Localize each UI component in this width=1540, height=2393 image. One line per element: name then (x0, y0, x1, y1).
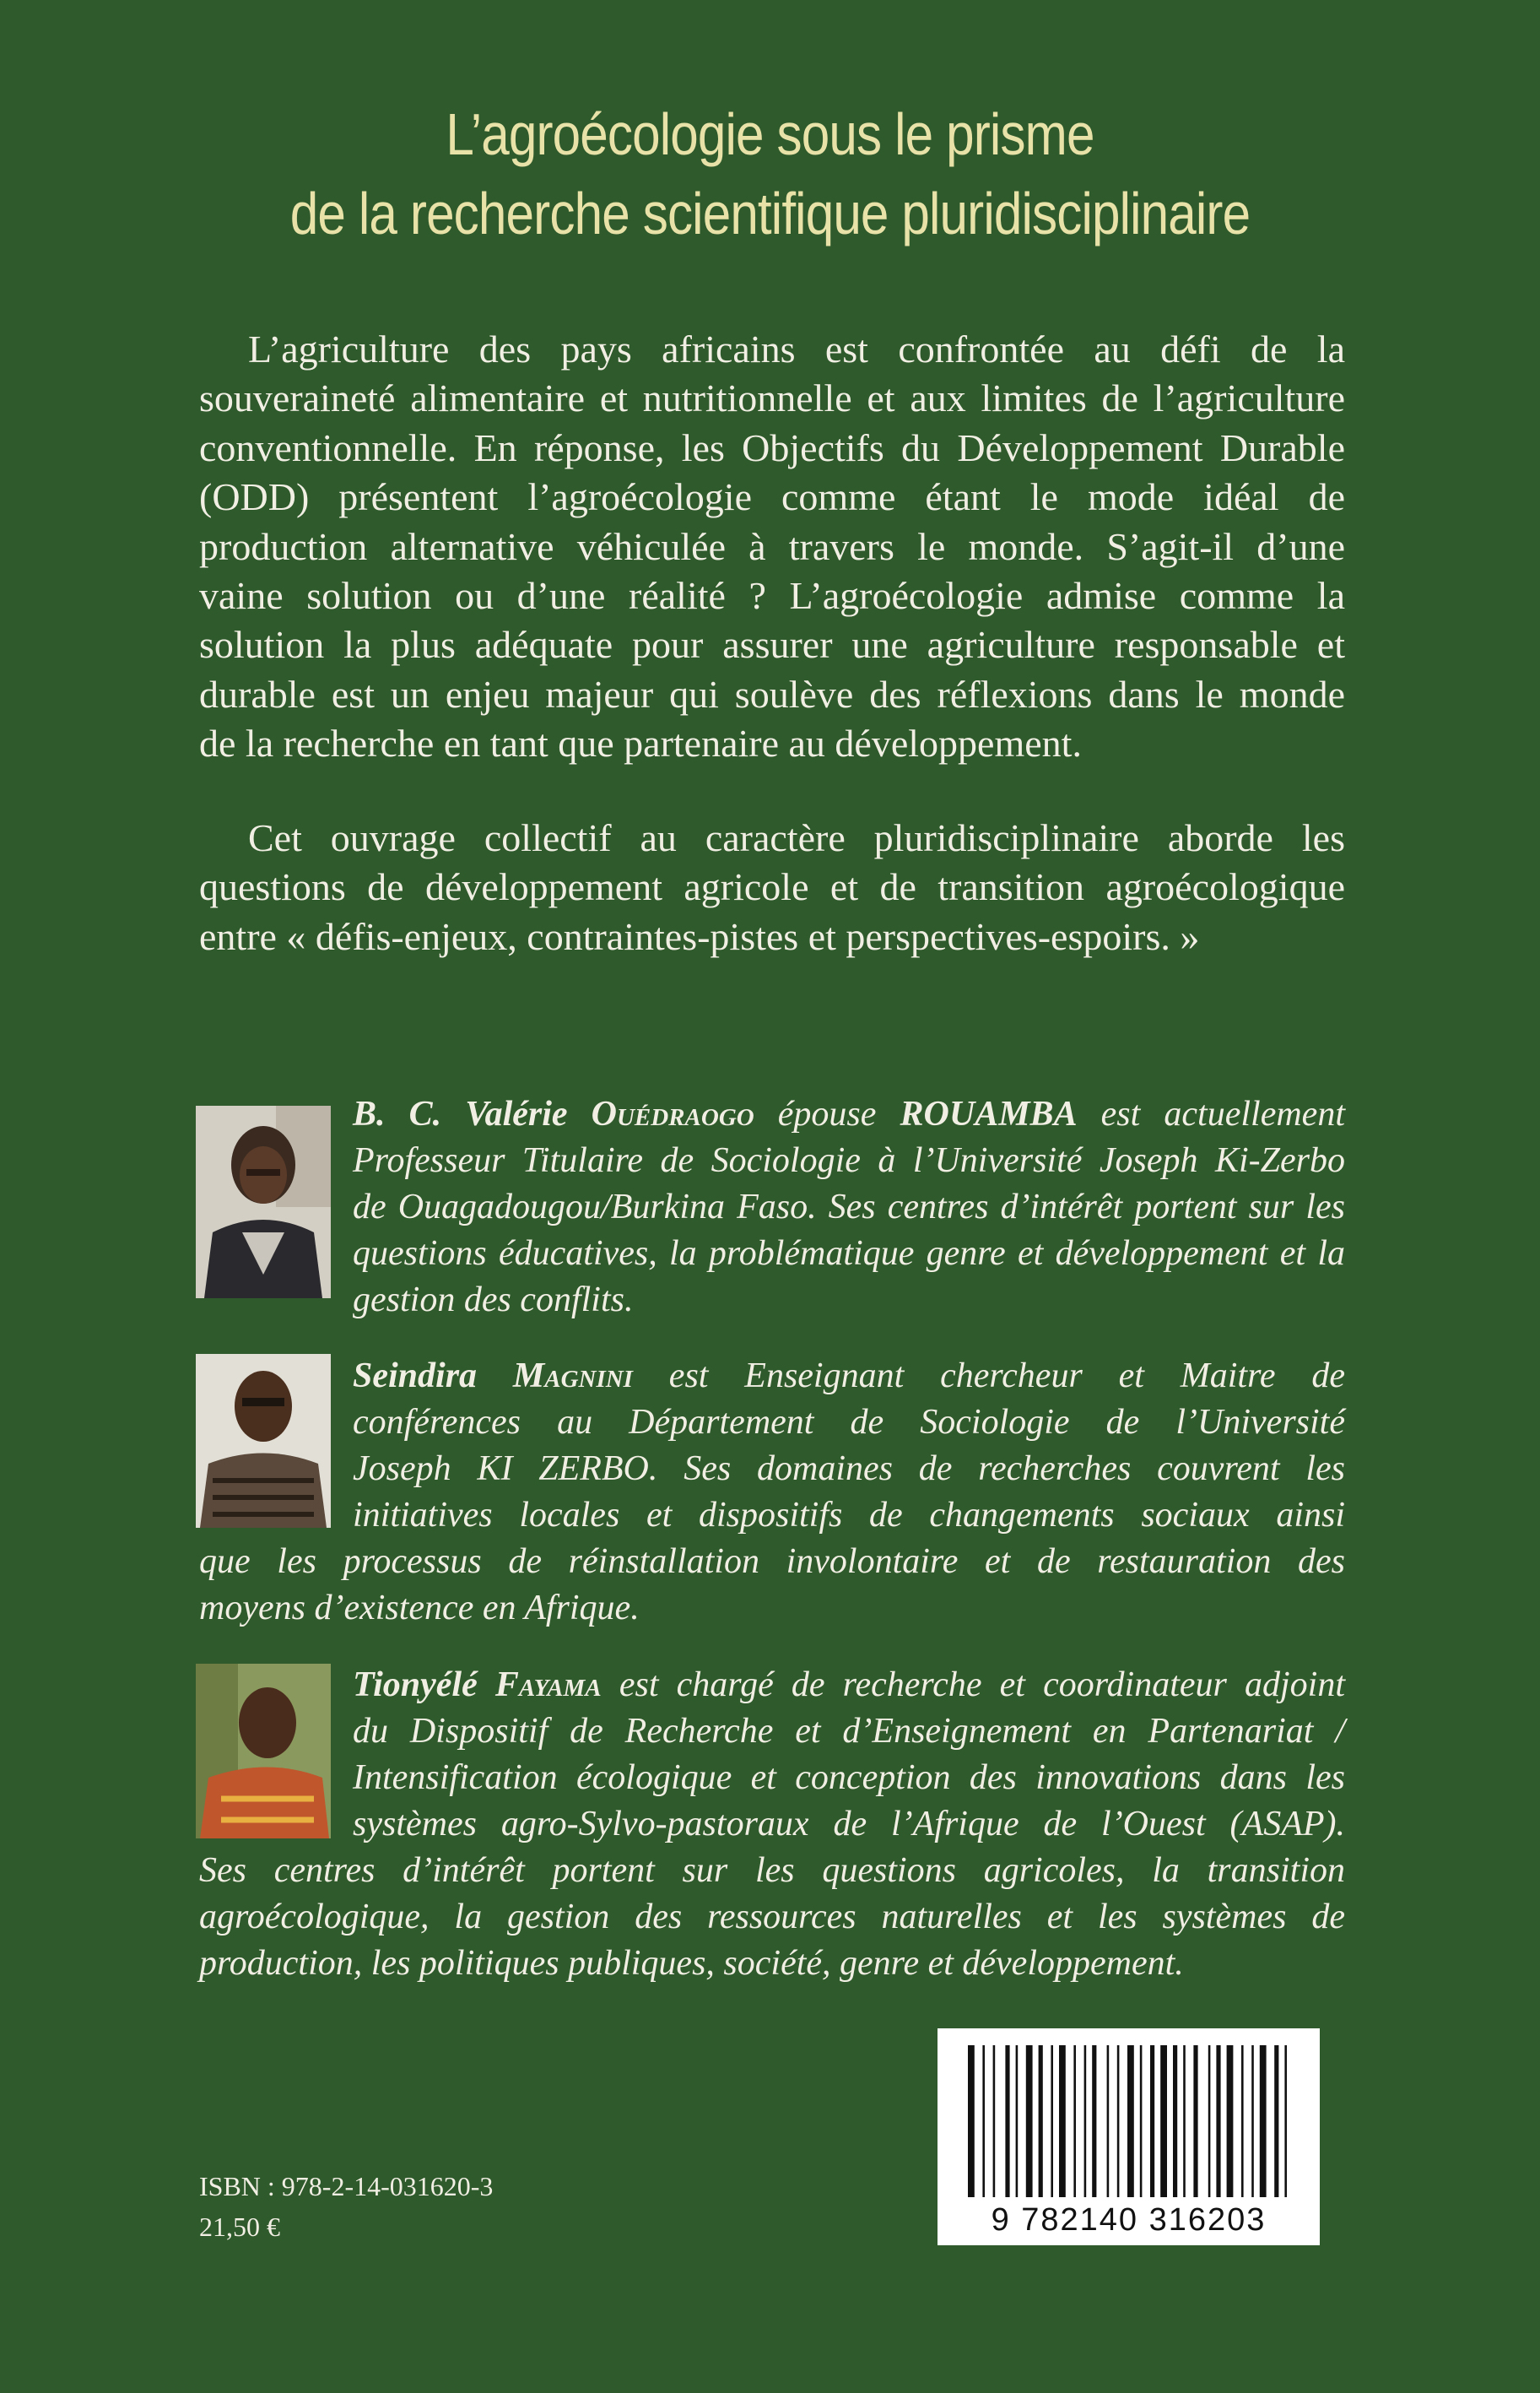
text-line: production, les politiques publiques, société, genre et développement. (199, 1944, 1184, 1983)
author-bio-magnini (199, 1353, 1345, 1632)
text-line: conférences au Département de Sociologie de l’Université (353, 1403, 1345, 1442)
text-line: que les processus de réinstallation involontaire et de restauration des (199, 1542, 1345, 1581)
isbn: ISBN : 978-2-14-031620-3 (199, 2171, 494, 2201)
text-line: gestion des conflits. (353, 1280, 634, 1319)
author-surname-2: ROUAMBA (900, 1095, 1078, 1134)
author-name: B. C. Valérie (353, 1095, 592, 1134)
price: 21,50 € (199, 2212, 280, 2242)
summary-paragraph-1 (199, 325, 1345, 769)
text-line: de Ouagadougou/Burkina Faso. Ses centres d’intérêt portent sur les (353, 1188, 1345, 1226)
barcode-bars (938, 2028, 1320, 2206)
author-bio-ouedraogo (199, 1091, 1345, 1324)
text-line (199, 1091, 1345, 1138)
text-fragment: est actuellement (1077, 1095, 1345, 1134)
text-line: agroécologique, la gestion des ressources naturelles et les systèmes de (199, 1898, 1345, 1936)
text-line: systèmes agro-Sylvo-pastoraux de l’Afrique de l’Ouest (ASAP). (353, 1805, 1345, 1843)
text-line: souveraineté alimentaire et nutritionnelle et aux limites de l’agriculture (199, 376, 1345, 420)
text-line: solution la plus adéquate pour assurer une agriculture responsable et (199, 623, 1345, 667)
barcode-digits: 9 782140 316203 (991, 2202, 1267, 2238)
author-bio-fayama (199, 1662, 1345, 1987)
title-line-1: L’agroécologie sous le prisme (446, 101, 1094, 167)
text-line: conventionnelle. En réponse, les Objectifs du Développement Durable (199, 425, 1345, 469)
author-name: Tionyélé (353, 1665, 495, 1704)
text-line: L’agriculture des pays africains est confrontée au défi de la (248, 328, 1345, 371)
text-line: Intensification écologique et conception des innovations dans les (353, 1758, 1345, 1797)
text-line: initiatives locales et dispositifs de changements sociaux ainsi (353, 1496, 1345, 1535)
text-line: Professeur Titulaire de Sociologie à l’Université Joseph Ki-Zerbo (353, 1141, 1345, 1180)
text-line (199, 1353, 1345, 1400)
text-line: entre « défis-enjeux, contraintes-pistes et perspectives-espoirs. » (199, 914, 1200, 958)
barcode (938, 2028, 1320, 2245)
author-surname: Magnini (512, 1356, 633, 1395)
text-line: Cet ouvrage collectif au caractère pluridisciplinaire aborde les (248, 816, 1345, 859)
isbn-price-block (199, 2166, 493, 2247)
text-fragment: épouse (754, 1095, 900, 1134)
text-line: questions de développement agricole et de transition agroécologique (199, 865, 1345, 909)
text-fragment: est Enseignant chercheur et Maitre de (632, 1356, 1345, 1395)
book-title (108, 95, 1433, 253)
text-line: questions éducatives, la problématique genre et développement et la (353, 1234, 1345, 1273)
text-line: production alternative véhiculée à travers le monde. S’agit-il d’une (199, 524, 1345, 568)
summary-paragraph-2 (199, 814, 1345, 961)
text-line: de la recherche en tant que partenaire au développement. (199, 722, 1082, 766)
text-line (199, 1662, 1345, 1708)
text-fragment: est chargé de recherche et coordinateur adjoint (601, 1665, 1346, 1704)
author-surname: Fayama (494, 1665, 602, 1704)
text-line: Ses centres d’intérêt portent sur les questions agricoles, la transition (199, 1851, 1345, 1890)
text-line: durable est un enjeu majeur qui soulève des réflexions dans le monde (199, 672, 1345, 716)
text-line: moyens d’existence en Afrique. (199, 1589, 640, 1627)
text-line: du Dispositif de Recherche et d’Enseignement en Partenariat / (353, 1712, 1345, 1751)
title-line-2: de la recherche scientifique pluridisciplinaire (289, 181, 1251, 246)
text-line: Joseph KI ZERBO. Ses domaines de recherches couvrent les (353, 1449, 1345, 1488)
author-surname: Ouédraogo (591, 1095, 754, 1134)
author-name: Seindira (353, 1356, 513, 1395)
text-line: (ODD) présentent l’agroécologie comme étant le mode idéal de (199, 475, 1345, 519)
text-line: vaine solution ou d’une réalité ? L’agroécologie admise comme la (199, 574, 1345, 618)
